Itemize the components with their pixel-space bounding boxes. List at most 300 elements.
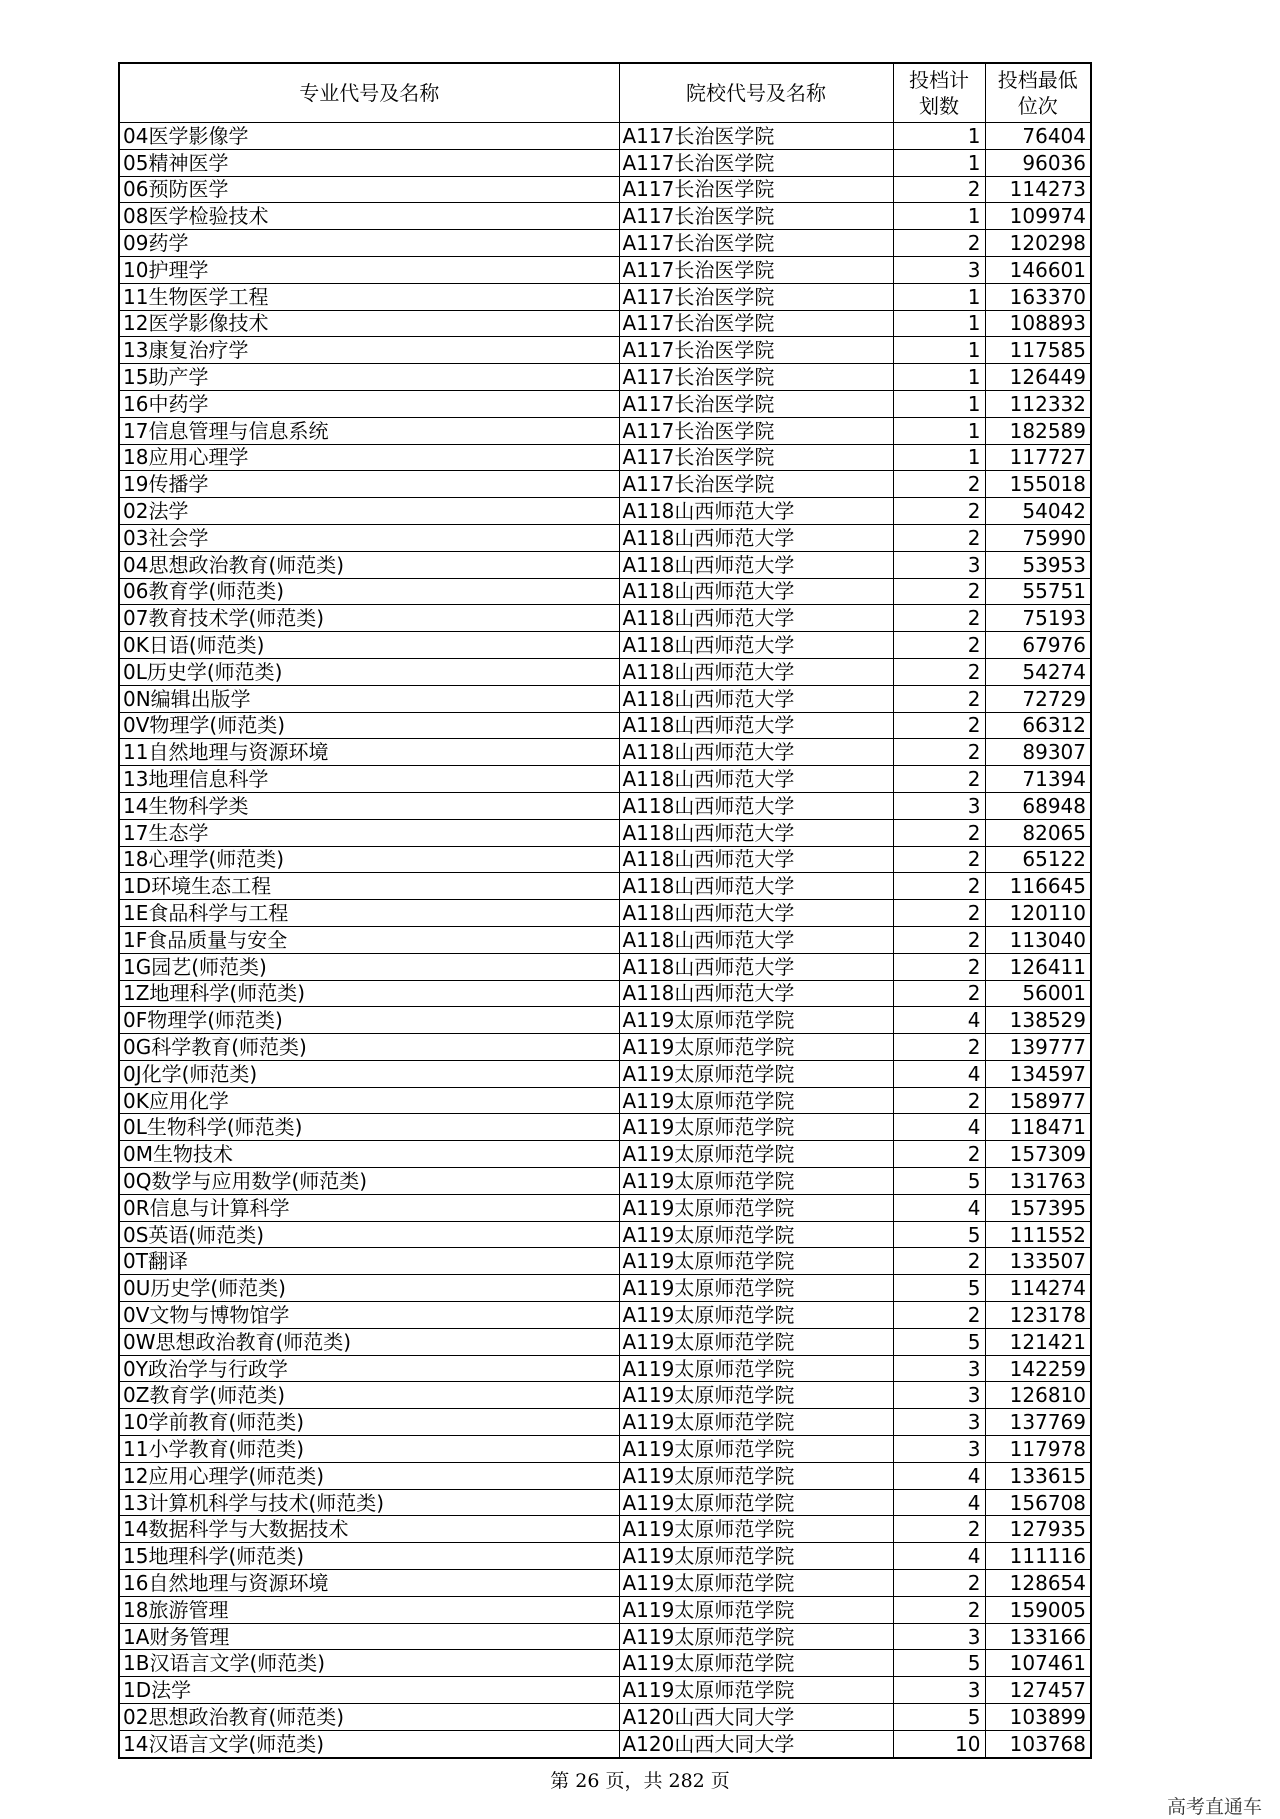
- table-row: [119, 1489, 1091, 1516]
- min-rank-cell: 133615: [985, 1462, 1091, 1489]
- school-cell: A117长治医学院: [619, 337, 893, 364]
- min-rank-cell: 157395: [985, 1194, 1091, 1221]
- plan-count-cell: 1: [893, 203, 985, 230]
- min-rank-cell: 126810: [985, 1382, 1091, 1409]
- plan-count-cell: 1: [893, 337, 985, 364]
- table-row: [119, 149, 1091, 176]
- major-cell: 11小学教育(师范类): [119, 1436, 619, 1463]
- plan-count-cell: 2: [893, 1516, 985, 1543]
- min-rank-cell: 55751: [985, 578, 1091, 605]
- plan-count-cell: 2: [893, 1141, 985, 1168]
- min-rank-cell: 120110: [985, 900, 1091, 927]
- plan-count-cell: 3: [893, 792, 985, 819]
- school-cell: A119太原师范学院: [619, 1623, 893, 1650]
- table-row: [119, 1087, 1091, 1114]
- min-rank-cell: 67976: [985, 632, 1091, 659]
- major-cell: 13康复治疗学: [119, 337, 619, 364]
- plan-count-cell: 2: [893, 498, 985, 525]
- min-rank-cell: 116645: [985, 873, 1091, 900]
- min-rank-cell: 146601: [985, 256, 1091, 283]
- major-cell: 0Q数学与应用数学(师范类): [119, 1168, 619, 1195]
- school-cell: A118山西师范大学: [619, 605, 893, 632]
- school-cell: A119太原师范学院: [619, 1328, 893, 1355]
- plan-count-cell: 2: [893, 846, 985, 873]
- major-cell: 06预防医学: [119, 176, 619, 203]
- table-row: [119, 1677, 1091, 1704]
- school-cell: A119太原师范学院: [619, 1248, 893, 1275]
- school-cell: A120山西大同大学: [619, 1730, 893, 1757]
- min-rank-cell: 158977: [985, 1087, 1091, 1114]
- min-rank-cell: 103768: [985, 1730, 1091, 1757]
- major-cell: 0F物理学(师范类): [119, 1007, 619, 1034]
- min-rank-cell: 131763: [985, 1168, 1091, 1195]
- table-row: [119, 819, 1091, 846]
- school-cell: A119太原师范学院: [619, 1221, 893, 1248]
- table-row: [119, 1704, 1091, 1731]
- major-cell: 12医学影像技术: [119, 310, 619, 337]
- major-cell: 11生物医学工程: [119, 283, 619, 310]
- school-cell: A117长治医学院: [619, 471, 893, 498]
- min-rank-cell: 65122: [985, 846, 1091, 873]
- plan-count-cell: 5: [893, 1275, 985, 1302]
- min-rank-cell: 126411: [985, 953, 1091, 980]
- min-rank-cell: 137769: [985, 1409, 1091, 1436]
- plan-count-cell: 1: [893, 417, 985, 444]
- school-cell: A118山西师范大学: [619, 632, 893, 659]
- admission-table: [118, 62, 1092, 1759]
- min-rank-cell: 155018: [985, 471, 1091, 498]
- major-cell: 0L历史学(师范类): [119, 658, 619, 685]
- table-row: [119, 685, 1091, 712]
- plan-count-cell: 3: [893, 1623, 985, 1650]
- major-cell: 0Y政治学与行政学: [119, 1355, 619, 1382]
- min-rank-cell: 111116: [985, 1543, 1091, 1570]
- major-cell: 10学前教育(师范类): [119, 1409, 619, 1436]
- school-cell: A117长治医学院: [619, 417, 893, 444]
- major-cell: 06教育学(师范类): [119, 578, 619, 605]
- plan-count-cell: 3: [893, 1355, 985, 1382]
- plan-count-cell: 3: [893, 1409, 985, 1436]
- table-row: [119, 1168, 1091, 1195]
- school-cell: A119太原师范学院: [619, 1355, 893, 1382]
- min-rank-cell: 54274: [985, 658, 1091, 685]
- table-row: [119, 1409, 1091, 1436]
- plan-count-cell: 1: [893, 390, 985, 417]
- min-rank-cell: 54042: [985, 498, 1091, 525]
- major-cell: 0W思想政治教育(师范类): [119, 1328, 619, 1355]
- school-cell: A117长治医学院: [619, 390, 893, 417]
- table-row: [119, 176, 1091, 203]
- plan-count-cell: 2: [893, 900, 985, 927]
- plan-count-cell: 1: [893, 123, 985, 150]
- table-row: [119, 926, 1091, 953]
- school-cell: A120山西大同大学: [619, 1704, 893, 1731]
- major-cell: 0V文物与博物馆学: [119, 1302, 619, 1329]
- table-row: [119, 444, 1091, 471]
- table-row: [119, 256, 1091, 283]
- table-row: [119, 1436, 1091, 1463]
- table-row: [119, 712, 1091, 739]
- school-cell: A118山西师范大学: [619, 766, 893, 793]
- table-row: [119, 873, 1091, 900]
- min-rank-cell: 71394: [985, 766, 1091, 793]
- major-cell: 10护理学: [119, 256, 619, 283]
- header-row: [119, 63, 1091, 123]
- table-row: [119, 1570, 1091, 1597]
- table-row: [119, 766, 1091, 793]
- min-rank-cell: 157309: [985, 1141, 1091, 1168]
- plan-count-cell: 1: [893, 283, 985, 310]
- school-cell: A119太原师范学院: [619, 1516, 893, 1543]
- min-rank-cell: 126449: [985, 364, 1091, 391]
- table-row: [119, 390, 1091, 417]
- major-cell: 0G科学教育(师范类): [119, 1034, 619, 1061]
- table-row: [119, 1516, 1091, 1543]
- school-cell: A118山西师范大学: [619, 551, 893, 578]
- plan-count-cell: 4: [893, 1114, 985, 1141]
- min-rank-cell: 76404: [985, 123, 1091, 150]
- major-cell: 19传播学: [119, 471, 619, 498]
- major-cell: 15地理科学(师范类): [119, 1543, 619, 1570]
- major-cell: 12应用心理学(师范类): [119, 1462, 619, 1489]
- table-row: [119, 524, 1091, 551]
- plan-count-cell: 2: [893, 1248, 985, 1275]
- min-rank-cell: 68948: [985, 792, 1091, 819]
- major-cell: 16中药学: [119, 390, 619, 417]
- min-rank-cell: 117727: [985, 444, 1091, 471]
- header-plan-count-line1: 投档计: [909, 68, 969, 92]
- school-cell: A118山西师范大学: [619, 900, 893, 927]
- min-rank-cell: 117585: [985, 337, 1091, 364]
- major-cell: 0K日语(师范类): [119, 632, 619, 659]
- min-rank-cell: 127935: [985, 1516, 1091, 1543]
- major-cell: 18应用心理学: [119, 444, 619, 471]
- plan-count-cell: 5: [893, 1168, 985, 1195]
- major-cell: 02思想政治教育(师范类): [119, 1704, 619, 1731]
- table-row: [119, 1034, 1091, 1061]
- min-rank-cell: 112332: [985, 390, 1091, 417]
- plan-count-cell: 2: [893, 739, 985, 766]
- school-cell: A119太原师范学院: [619, 1570, 893, 1597]
- plan-count-cell: 2: [893, 632, 985, 659]
- plan-count-cell: 2: [893, 980, 985, 1007]
- min-rank-cell: 127457: [985, 1677, 1091, 1704]
- school-cell: A119太原师范学院: [619, 1543, 893, 1570]
- min-rank-cell: 89307: [985, 739, 1091, 766]
- plan-count-cell: 10: [893, 1730, 985, 1757]
- plan-count-cell: 2: [893, 578, 985, 605]
- school-cell: A119太原师范学院: [619, 1677, 893, 1704]
- school-cell: A117长治医学院: [619, 176, 893, 203]
- plan-count-cell: 2: [893, 1087, 985, 1114]
- table-row: [119, 632, 1091, 659]
- major-cell: 15助产学: [119, 364, 619, 391]
- min-rank-cell: 56001: [985, 980, 1091, 1007]
- plan-count-cell: 5: [893, 1650, 985, 1677]
- plan-count-cell: 2: [893, 766, 985, 793]
- major-cell: 0V物理学(师范类): [119, 712, 619, 739]
- school-cell: A119太原师范学院: [619, 1141, 893, 1168]
- major-cell: 14数据科学与大数据技术: [119, 1516, 619, 1543]
- table-row: [119, 1382, 1091, 1409]
- plan-count-cell: 3: [893, 551, 985, 578]
- plan-count-cell: 2: [893, 1570, 985, 1597]
- school-cell: A118山西师范大学: [619, 498, 893, 525]
- plan-count-cell: 2: [893, 658, 985, 685]
- table-row: [119, 1543, 1091, 1570]
- min-rank-cell: 134597: [985, 1060, 1091, 1087]
- major-cell: 18心理学(师范类): [119, 846, 619, 873]
- school-cell: A117长治医学院: [619, 310, 893, 337]
- major-cell: 1E食品科学与工程: [119, 900, 619, 927]
- watermark: 高考直通车: [1166, 1796, 1262, 1818]
- school-cell: A118山西师范大学: [619, 524, 893, 551]
- school-cell: A119太原师范学院: [619, 1034, 893, 1061]
- min-rank-cell: 138529: [985, 1007, 1091, 1034]
- major-cell: 04思想政治教育(师范类): [119, 551, 619, 578]
- school-cell: A119太原师范学院: [619, 1194, 893, 1221]
- min-rank-cell: 156708: [985, 1489, 1091, 1516]
- table-row: [119, 310, 1091, 337]
- table-row: [119, 739, 1091, 766]
- school-cell: A119太原师范学院: [619, 1168, 893, 1195]
- school-cell: A119太原师范学院: [619, 1302, 893, 1329]
- min-rank-cell: 114274: [985, 1275, 1091, 1302]
- table-row: [119, 1060, 1091, 1087]
- table-row: [119, 1114, 1091, 1141]
- major-cell: 1F食品质量与安全: [119, 926, 619, 953]
- plan-count-cell: 4: [893, 1060, 985, 1087]
- major-cell: 08医学检验技术: [119, 203, 619, 230]
- table-row: [119, 123, 1091, 150]
- school-cell: A119太原师范学院: [619, 1114, 893, 1141]
- major-cell: 11自然地理与资源环境: [119, 739, 619, 766]
- min-rank-cell: 109974: [985, 203, 1091, 230]
- table-row: [119, 1730, 1091, 1757]
- major-cell: 0J化学(师范类): [119, 1060, 619, 1087]
- major-cell: 0S英语(师范类): [119, 1221, 619, 1248]
- table-row: [119, 1355, 1091, 1382]
- min-rank-cell: 107461: [985, 1650, 1091, 1677]
- table-row: [119, 1596, 1091, 1623]
- major-cell: 0N编辑出版学: [119, 685, 619, 712]
- plan-count-cell: 5: [893, 1328, 985, 1355]
- major-cell: 0T翻译: [119, 1248, 619, 1275]
- school-cell: A118山西师范大学: [619, 658, 893, 685]
- major-cell: 16自然地理与资源环境: [119, 1570, 619, 1597]
- table-row: [119, 337, 1091, 364]
- school-cell: A119太原师范学院: [619, 1650, 893, 1677]
- table-row: [119, 1221, 1091, 1248]
- school-cell: A117长治医学院: [619, 230, 893, 257]
- plan-count-cell: 1: [893, 310, 985, 337]
- plan-count-cell: 1: [893, 149, 985, 176]
- plan-count-cell: 2: [893, 819, 985, 846]
- plan-count-cell: 2: [893, 712, 985, 739]
- min-rank-cell: 133166: [985, 1623, 1091, 1650]
- min-rank-cell: 163370: [985, 283, 1091, 310]
- school-cell: A119太原师范学院: [619, 1060, 893, 1087]
- table-row: [119, 471, 1091, 498]
- major-cell: 04医学影像学: [119, 123, 619, 150]
- header-plan-count-line2: 划数: [919, 94, 959, 118]
- school-cell: A118山西师范大学: [619, 873, 893, 900]
- header-min-rank-line2: 位次: [1017, 94, 1058, 118]
- plan-count-cell: 5: [893, 1704, 985, 1731]
- major-cell: 09药学: [119, 230, 619, 257]
- table-row: [119, 792, 1091, 819]
- school-cell: A118山西师范大学: [619, 846, 893, 873]
- min-rank-cell: 111552: [985, 1221, 1091, 1248]
- plan-count-cell: 1: [893, 444, 985, 471]
- major-cell: 0K应用化学: [119, 1087, 619, 1114]
- major-cell: 0U历史学(师范类): [119, 1275, 619, 1302]
- plan-count-cell: 5: [893, 1221, 985, 1248]
- plan-count-cell: 2: [893, 605, 985, 632]
- major-cell: 1D法学: [119, 1677, 619, 1704]
- plan-count-cell: 3: [893, 256, 985, 283]
- table-row: [119, 1650, 1091, 1677]
- plan-count-cell: 2: [893, 926, 985, 953]
- table-row: [119, 1302, 1091, 1329]
- plan-count-cell: 4: [893, 1462, 985, 1489]
- plan-count-cell: 2: [893, 873, 985, 900]
- school-cell: A119太原师范学院: [619, 1275, 893, 1302]
- plan-count-cell: 4: [893, 1543, 985, 1570]
- school-cell: A117长治医学院: [619, 444, 893, 471]
- school-cell: A118山西师范大学: [619, 578, 893, 605]
- school-cell: A118山西师范大学: [619, 926, 893, 953]
- plan-count-cell: 2: [893, 685, 985, 712]
- school-cell: A117长治医学院: [619, 123, 893, 150]
- plan-count-cell: 3: [893, 1382, 985, 1409]
- school-cell: A118山西师范大学: [619, 953, 893, 980]
- major-cell: 14汉语言文学(师范类): [119, 1730, 619, 1757]
- min-rank-cell: 113040: [985, 926, 1091, 953]
- table-row: [119, 551, 1091, 578]
- header-min-rank: [985, 63, 1091, 123]
- school-cell: A119太原师范学院: [619, 1409, 893, 1436]
- table-row: [119, 417, 1091, 444]
- school-cell: A118山西师范大学: [619, 819, 893, 846]
- table-row: [119, 658, 1091, 685]
- school-cell: A117长治医学院: [619, 149, 893, 176]
- table-row: [119, 980, 1091, 1007]
- table-row: [119, 230, 1091, 257]
- major-cell: 0R信息与计算科学: [119, 1194, 619, 1221]
- min-rank-cell: 82065: [985, 819, 1091, 846]
- major-cell: 13地理信息科学: [119, 766, 619, 793]
- min-rank-cell: 128654: [985, 1570, 1091, 1597]
- major-cell: 03社会学: [119, 524, 619, 551]
- plan-count-cell: 2: [893, 230, 985, 257]
- min-rank-cell: 53953: [985, 551, 1091, 578]
- plan-count-cell: 3: [893, 1436, 985, 1463]
- plan-count-cell: 4: [893, 1194, 985, 1221]
- major-cell: 17信息管理与信息系统: [119, 417, 619, 444]
- major-cell: 0Z教育学(师范类): [119, 1382, 619, 1409]
- header-school: 院校代号及名称: [619, 63, 893, 123]
- min-rank-cell: 108893: [985, 310, 1091, 337]
- min-rank-cell: 118471: [985, 1114, 1091, 1141]
- school-cell: A117长治医学院: [619, 364, 893, 391]
- major-cell: 1Z地理科学(师范类): [119, 980, 619, 1007]
- school-cell: A118山西师范大学: [619, 792, 893, 819]
- table-row: [119, 283, 1091, 310]
- school-cell: A118山西师范大学: [619, 712, 893, 739]
- table-row: [119, 1141, 1091, 1168]
- table-row: [119, 1623, 1091, 1650]
- plan-count-cell: 2: [893, 1596, 985, 1623]
- major-cell: 1G园艺(师范类): [119, 953, 619, 980]
- table-row: [119, 1248, 1091, 1275]
- plan-count-cell: 4: [893, 1007, 985, 1034]
- plan-count-cell: 2: [893, 1302, 985, 1329]
- min-rank-cell: 114273: [985, 176, 1091, 203]
- school-cell: A117长治医学院: [619, 203, 893, 230]
- header-min-rank-line1: 投档最低: [997, 68, 1078, 92]
- min-rank-cell: 103899: [985, 1704, 1091, 1731]
- min-rank-cell: 159005: [985, 1596, 1091, 1623]
- plan-count-cell: 2: [893, 471, 985, 498]
- table-row: [119, 900, 1091, 927]
- table-row: [119, 1275, 1091, 1302]
- min-rank-cell: 123178: [985, 1302, 1091, 1329]
- table-row: [119, 578, 1091, 605]
- major-cell: 0L生物科学(师范类): [119, 1114, 619, 1141]
- school-cell: A117长治医学院: [619, 283, 893, 310]
- plan-count-cell: 2: [893, 953, 985, 980]
- school-cell: A119太原师范学院: [619, 1436, 893, 1463]
- page-footer: 第 26 页，共 282 页: [550, 1770, 730, 1792]
- table-header: [119, 63, 1091, 123]
- major-cell: 14生物科学类: [119, 792, 619, 819]
- table-row: [119, 364, 1091, 391]
- min-rank-cell: 66312: [985, 712, 1091, 739]
- major-cell: 05精神医学: [119, 149, 619, 176]
- school-cell: A119太原师范学院: [619, 1462, 893, 1489]
- school-cell: A118山西师范大学: [619, 980, 893, 1007]
- min-rank-cell: 142259: [985, 1355, 1091, 1382]
- major-cell: 07教育技术学(师范类): [119, 605, 619, 632]
- min-rank-cell: 75990: [985, 524, 1091, 551]
- major-cell: 13计算机科学与技术(师范类): [119, 1489, 619, 1516]
- min-rank-cell: 182589: [985, 417, 1091, 444]
- plan-count-cell: 3: [893, 1677, 985, 1704]
- header-plan-count: [893, 63, 985, 123]
- min-rank-cell: 72729: [985, 685, 1091, 712]
- table-row: [119, 498, 1091, 525]
- header-major: 专业代号及名称: [119, 63, 619, 123]
- plan-count-cell: 2: [893, 524, 985, 551]
- school-cell: A117长治医学院: [619, 256, 893, 283]
- min-rank-cell: 139777: [985, 1034, 1091, 1061]
- min-rank-cell: 96036: [985, 149, 1091, 176]
- school-cell: A119太原师范学院: [619, 1087, 893, 1114]
- min-rank-cell: 121421: [985, 1328, 1091, 1355]
- table-row: [119, 605, 1091, 632]
- school-cell: A119太原师范学院: [619, 1596, 893, 1623]
- min-rank-cell: 117978: [985, 1436, 1091, 1463]
- table-row: [119, 203, 1091, 230]
- min-rank-cell: 75193: [985, 605, 1091, 632]
- school-cell: A118山西师范大学: [619, 685, 893, 712]
- major-cell: 02法学: [119, 498, 619, 525]
- major-cell: 1D环境生态工程: [119, 873, 619, 900]
- school-cell: A119太原师范学院: [619, 1489, 893, 1516]
- table-body: [119, 123, 1091, 1758]
- major-cell: 17生态学: [119, 819, 619, 846]
